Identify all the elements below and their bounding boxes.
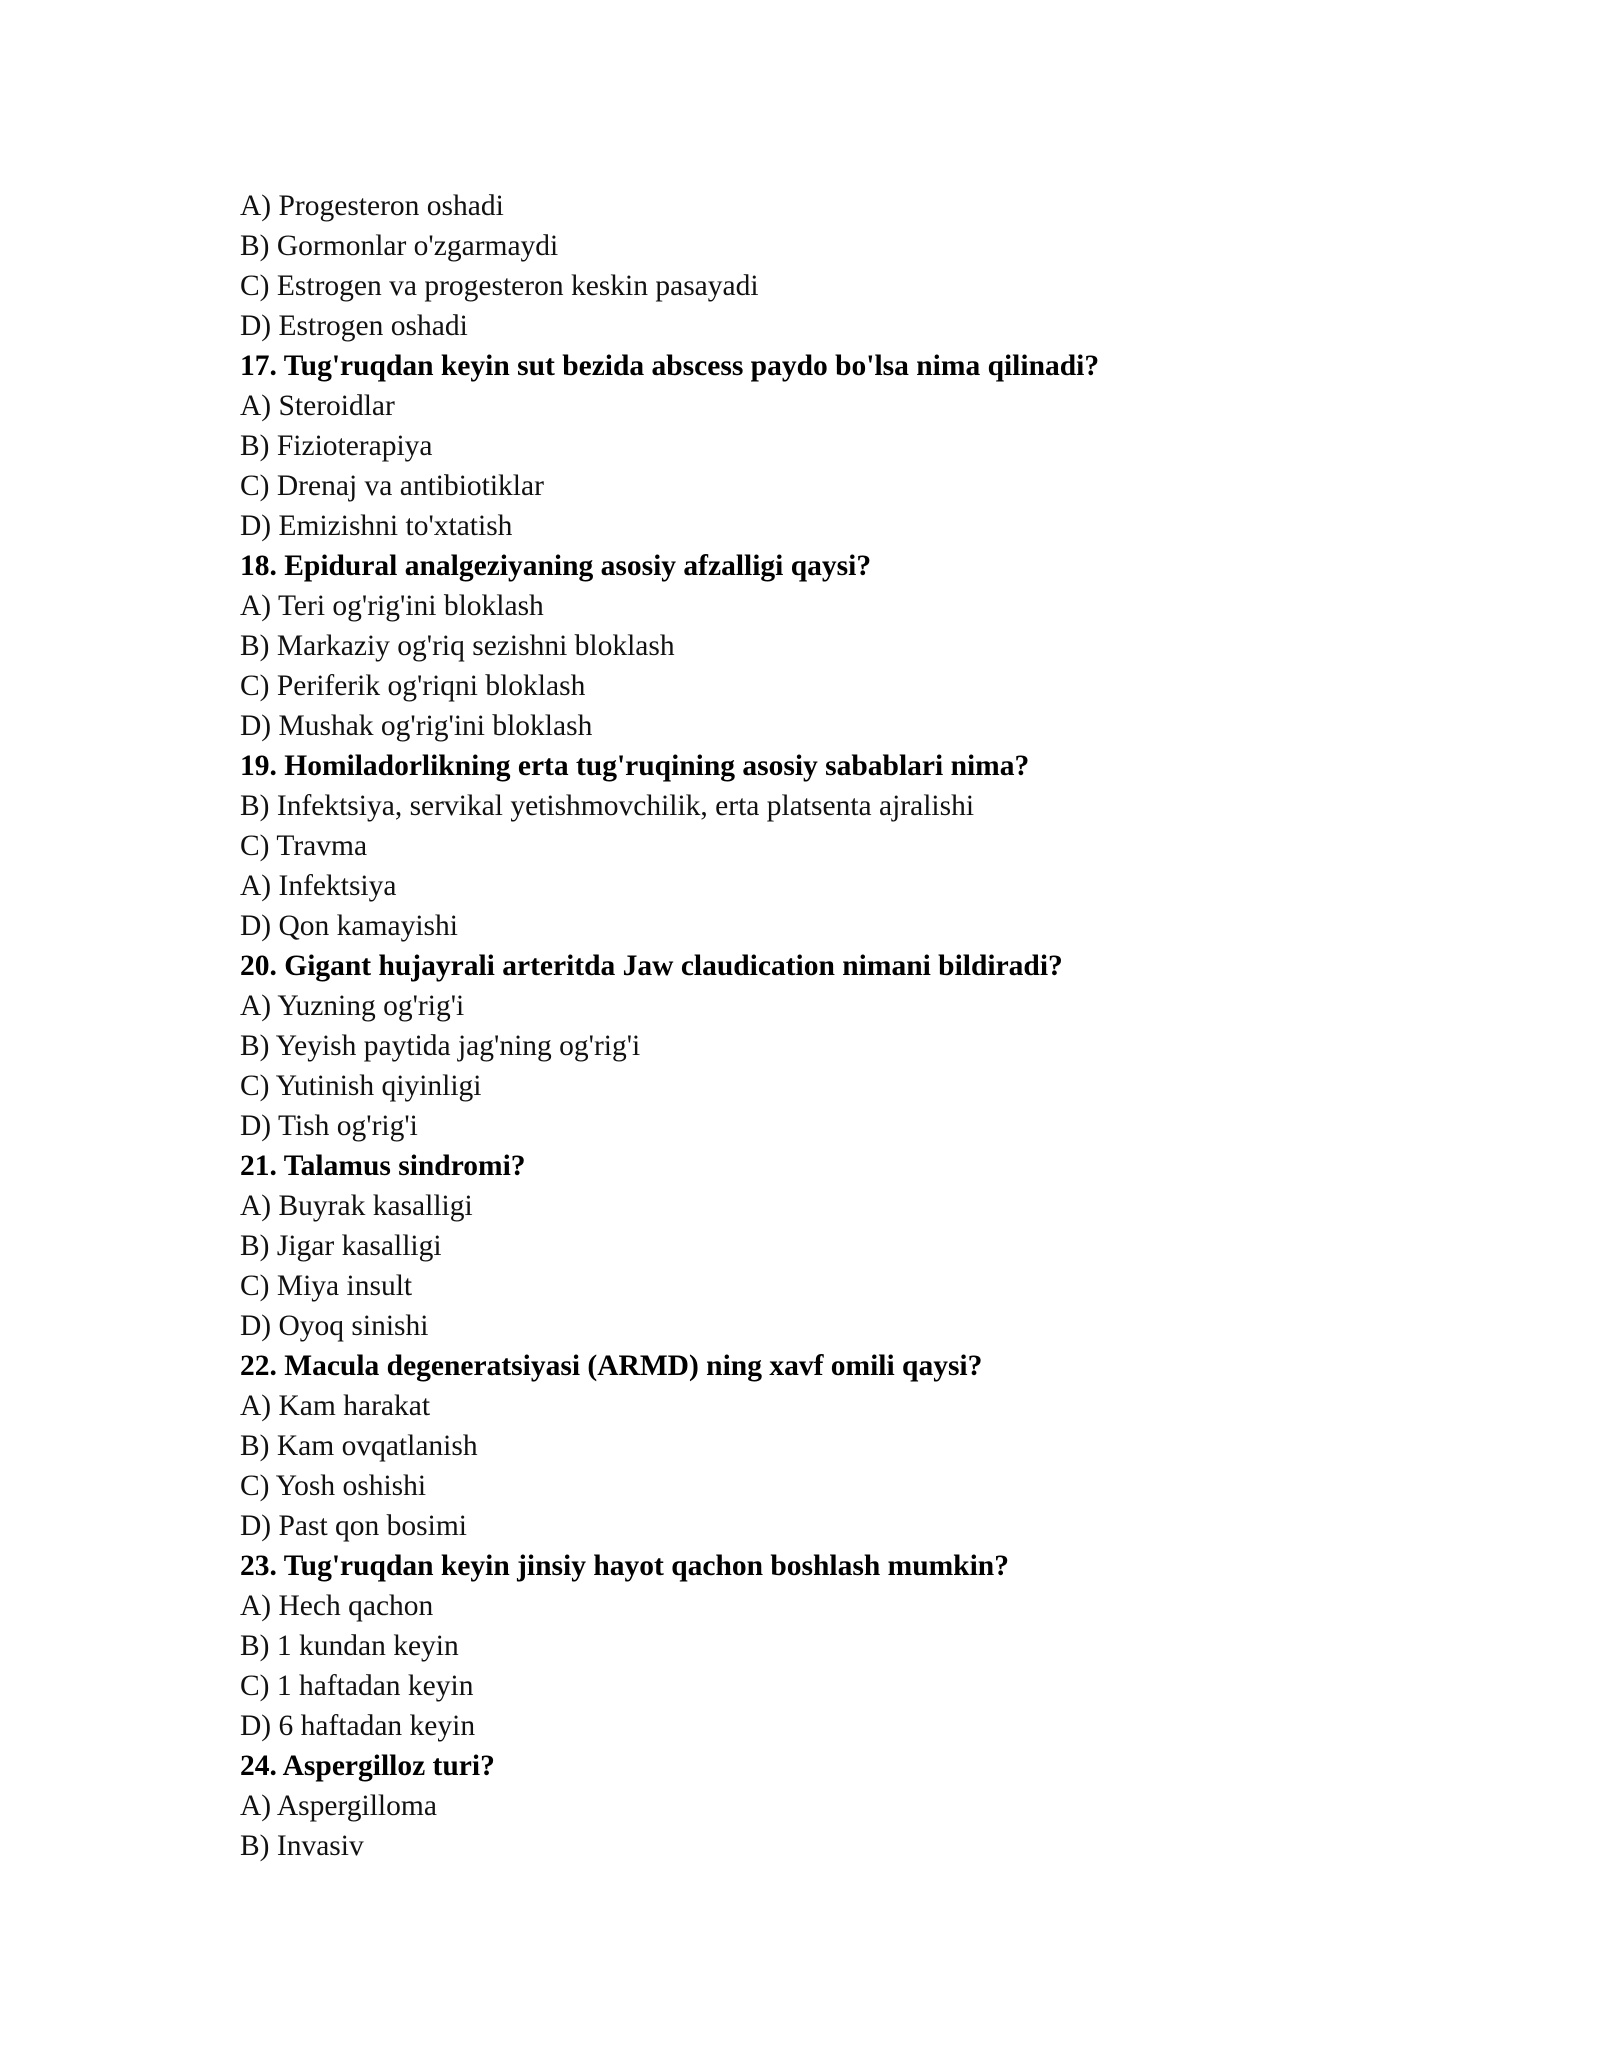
document-page [240, 186, 1440, 1866]
answer-option: B) Gormonlar o'zgarmaydi [240, 230, 559, 262]
answer-option: D) 6 haftadan keyin [240, 1710, 476, 1742]
answer-option: D) Qon kamayishi [240, 910, 458, 942]
answer-option: B) Fizioterapiya [240, 430, 433, 462]
answer-option: D) Oyoq sinishi [240, 1310, 429, 1342]
question-text: 24. Aspergilloz turi? [240, 1750, 495, 1782]
answer-option: B) Markaziy og'riq sezishni bloklash [240, 630, 675, 662]
answer-option: A) Aspergilloma [240, 1790, 437, 1822]
answer-option: D) Past qon bosimi [240, 1510, 467, 1542]
answer-option: A) Hech qachon [240, 1590, 434, 1622]
answer-option: C) Yosh oshishi [240, 1470, 427, 1502]
answer-option: A) Kam harakat [240, 1390, 431, 1422]
answer-option: B) Infektsiya, servikal yetishmovchilik, erta platsenta ajralishi [240, 790, 975, 822]
answer-option: D) Emizishni to'xtatish [240, 510, 513, 542]
question-text: 19. Homiladorlikning erta tug'ruqining asosiy sabablari nima? [240, 750, 1030, 782]
answer-option: B) 1 kundan keyin [240, 1630, 459, 1662]
answer-option: A) Infektsiya [240, 870, 397, 902]
answer-option: C) Yutinish qiyinligi [240, 1070, 482, 1102]
answer-option: B) Jigar kasalligi [240, 1230, 442, 1262]
answer-option: B) Invasiv [240, 1830, 364, 1862]
question-text: 21. Talamus sindromi? [240, 1150, 526, 1182]
answer-option: C) Periferik og'riqni bloklash [240, 670, 586, 702]
answer-option: A) Teri og'rig'ini bloklash [240, 590, 544, 622]
question-text: 17. Tug'ruqdan keyin sut bezida abscess paydo bo'lsa nima qilinadi? [240, 350, 1100, 382]
question-text: 22. Macula degeneratsiyasi (ARMD) ning xavf omili qaysi? [240, 1350, 983, 1382]
question-text: 18. Epidural analgeziyaning asosiy afzalligi qaysi? [240, 550, 872, 582]
question-text: 23. Tug'ruqdan keyin jinsiy hayot qachon boshlash mumkin? [240, 1550, 1009, 1582]
answer-option: C) Drenaj va antibiotiklar [240, 470, 544, 502]
answer-option: D) Estrogen oshadi [240, 310, 468, 342]
answer-option: B) Yeyish paytida jag'ning og'rig'i [240, 1030, 641, 1062]
answer-option: A) Yuzning og'rig'i [240, 990, 465, 1022]
question-text: 20. Gigant hujayrali arteritda Jaw claudication nimani bildiradi? [240, 950, 1063, 982]
answer-option: C) Miya insult [240, 1270, 413, 1302]
answer-option: A) Progesteron oshadi [240, 190, 504, 222]
answer-option: D) Tish og'rig'i [240, 1110, 418, 1142]
answer-option: D) Mushak og'rig'ini bloklash [240, 710, 593, 742]
answer-option: A) Buyrak kasalligi [240, 1190, 473, 1222]
answer-option: C) 1 haftadan keyin [240, 1670, 474, 1702]
answer-option: A) Steroidlar [240, 390, 395, 422]
answer-option: B) Kam ovqatlanish [240, 1430, 478, 1462]
answer-option: C) Travma [240, 830, 368, 862]
answer-option: C) Estrogen va progesteron keskin pasayadi [240, 270, 759, 302]
